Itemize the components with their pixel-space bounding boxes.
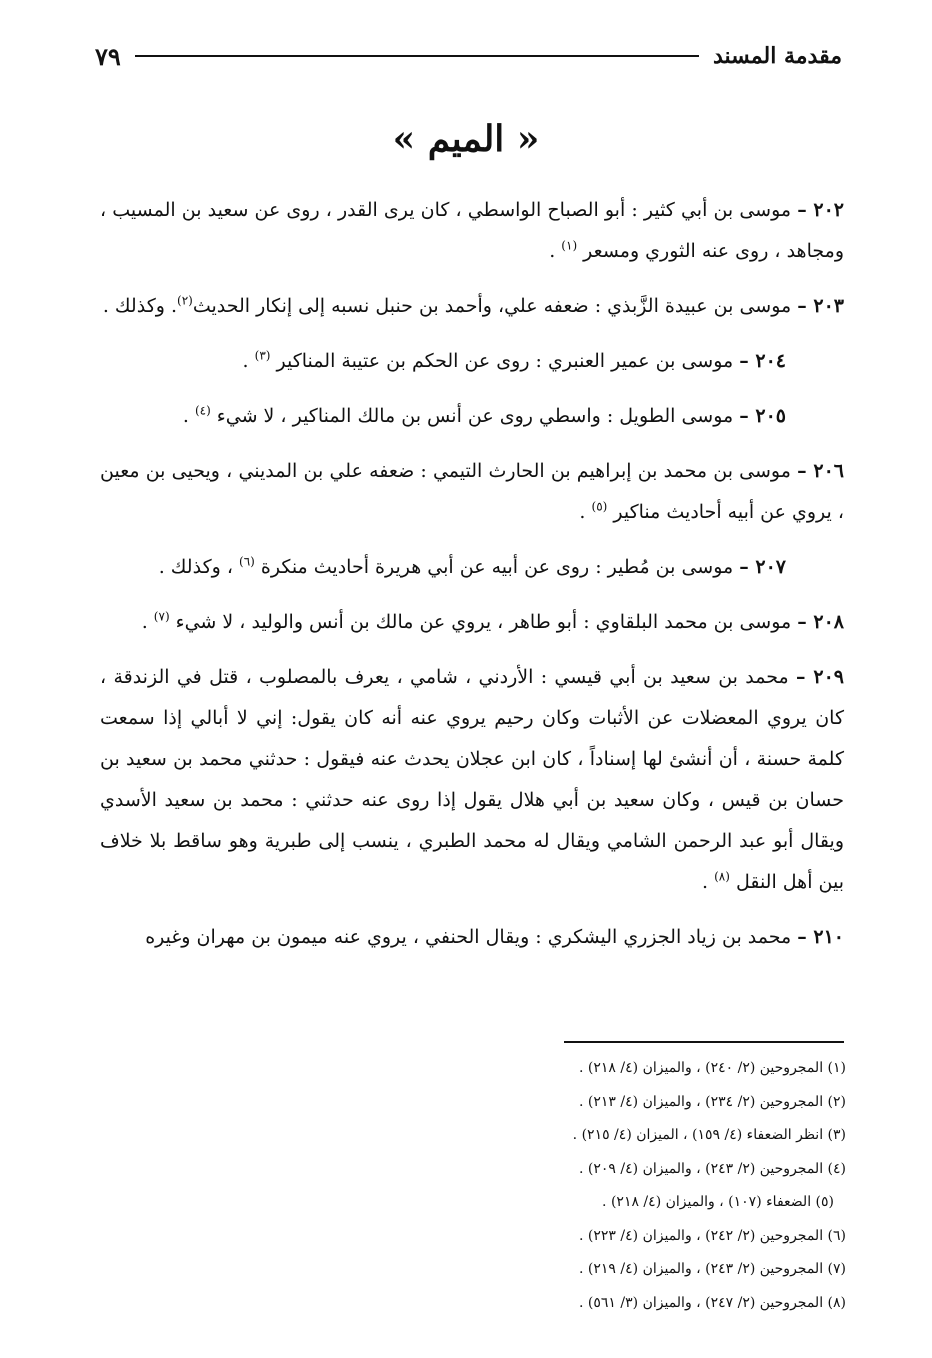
page-number: ٧٩ [95,41,121,71]
entry-tail: . [242,350,255,372]
entry-text: موسى بن أبي كثير : أبو الصباح الواسطي ، كان يرى القدر ، روى عن سعيد بن المسيب ، ومجاهد ، روى عنه الثوري ومسعر [100,199,844,262]
header-rule [135,55,699,57]
body-text [100,190,844,972]
entry-text: محمد بن زياد الجزري اليشكري : ويقال الحنفي ، يروي عنه ميمون بن مهران وغيره [145,926,798,948]
footnotes [100,1052,846,1320]
entry-tail: . [182,405,195,427]
footnote-8: (٨) المجروحين (٢/ ٢٤٧) ، والميزان (٣/ ٥٦١) . [579,1294,846,1311]
header-title: مقدمة المسند [712,43,842,69]
footnote-ref[interactable]: (١) [561,238,578,253]
footnote-2: (٢) المجروحين (٢/ ٢٣٤) ، والميزان (٤/ ٢١٣) . [579,1093,846,1110]
running-header [95,36,842,76]
entry-tail: . وكذلك . [102,295,177,317]
entry-tail: . [141,611,154,633]
entry-number: ٢٠٣ – [797,295,844,317]
entry-text: موسى بن محمد البلقاوي : أبو طاهر ، يروي عن مالك بن أنس والوليد ، لا شيء [169,611,798,633]
entry-text: موسى بن مُطير : روى عن أبيه عن أبي هريرة أحاديث منكرة [254,556,740,578]
footnote-6: (٦) المجروحين (٢/ ٢٤٢) ، والميزان (٤/ ٢٢٣) . [579,1227,846,1244]
footnote-ref[interactable]: (٤) [194,403,211,418]
entry-208 [100,602,844,643]
entry-number: ٢٠٤ – [739,350,786,372]
footnote-1: (١) المجروحين (٢/ ٢٤٠) ، والميزان (٤/ ٢١٨) . [579,1060,846,1076]
footnote-ref[interactable]: (٦) [239,554,255,569]
footnote-4: (٤) المجروحين (٢/ ٢٤٣) ، والميزان (٤/ ٢٠٩) . [579,1160,846,1177]
entry-203 [100,286,844,327]
entry-tail: ، وكذلك . [158,556,240,578]
footnote-ref[interactable]: (٥) [591,499,608,514]
footnote-3: (٣) انظر الضعفاء (٤/ ١٥٩) ، الميزان (٤/ ٢١٥) . [572,1127,846,1143]
footnote-ref[interactable]: (٢) [177,293,193,308]
entry-text: محمد بن سعيد بن أبي قيسي : الأردني ، شامي ، يعرف بالمصلوب ، قتل في الزندقة ، كان يروي المعضلات عن الأثبات وكان رحيم يروي عنه أنه كان يقول: إني لا أبالي إذا سمعت كلمة حسنة ، أن أنشئ لها إسناداً ، كان ابن عجلان يحدث عنه فيقول : حدثني محمد بن سعيد بن حسان بن قيس ، وكان سعيد بن أبي هلال يقول إذا روى عنه حدثني : محمد بن سعيد الأسدي ويقال أبو عبد الرحمن الشامي ويقال له محمد الطبري ، ينسب إلى طبرية وهو ساقط بلا خلاف بين أهل النقل [100,666,844,893]
entry-text: موسى بن عبيدة الزَّبذي : ضعفه علي، وأحمد بن حنبل نسبه إلى إنكار الحديث [192,295,798,317]
entry-207 [100,547,844,588]
entry-210 [100,917,844,958]
entry-number: ٢٠٩ – [795,666,844,688]
section-title: « الميم » [392,118,540,160]
entry-tail: . [549,240,562,262]
entry-209 [100,657,844,903]
entry-206 [100,451,844,533]
entry-number: ٢١٠ – [797,926,844,948]
entry-number: ٢٠٥ – [739,405,786,427]
footnote-ref[interactable]: (٧) [153,609,170,624]
entry-tail: . [701,871,715,893]
entry-text: موسى الطويل : واسطي روى عن أنس بن مالك المناكير ، لا شيء [210,405,740,427]
entry-202 [100,190,844,272]
footnote-ref[interactable]: (٣) [254,348,271,363]
entry-number: ٢٠٦ – [797,460,844,482]
footnote-separator [564,1041,844,1043]
entry-number: ٢٠٧ – [739,556,786,578]
entry-tail: . [579,501,592,523]
footnote-5: (٥) الضعفاء (١٠٧) ، والميزان (٤/ ٢١٨) . [602,1194,834,1210]
entry-number: ٢٠٢ – [797,199,844,221]
entry-number: ٢٠٨ – [797,611,844,633]
footnote-ref[interactable]: (٨) [714,869,730,884]
footnote-7: (٧) المجروحين (٢/ ٢٤٣) ، والميزان (٤/ ٢١٩) . [579,1261,846,1277]
entry-text: موسى بن عمير العنبري : روى عن الحكم بن عتيبة المناكير [270,350,740,372]
entry-205 [100,396,844,437]
entry-text: موسى بن محمد بن إبراهيم بن الحارث التيمي : ضعفه علي بن المديني ، ويحيى بن معين ، يروي عن أبيه أحاديث مناكير [100,460,844,523]
entry-204 [100,341,844,382]
